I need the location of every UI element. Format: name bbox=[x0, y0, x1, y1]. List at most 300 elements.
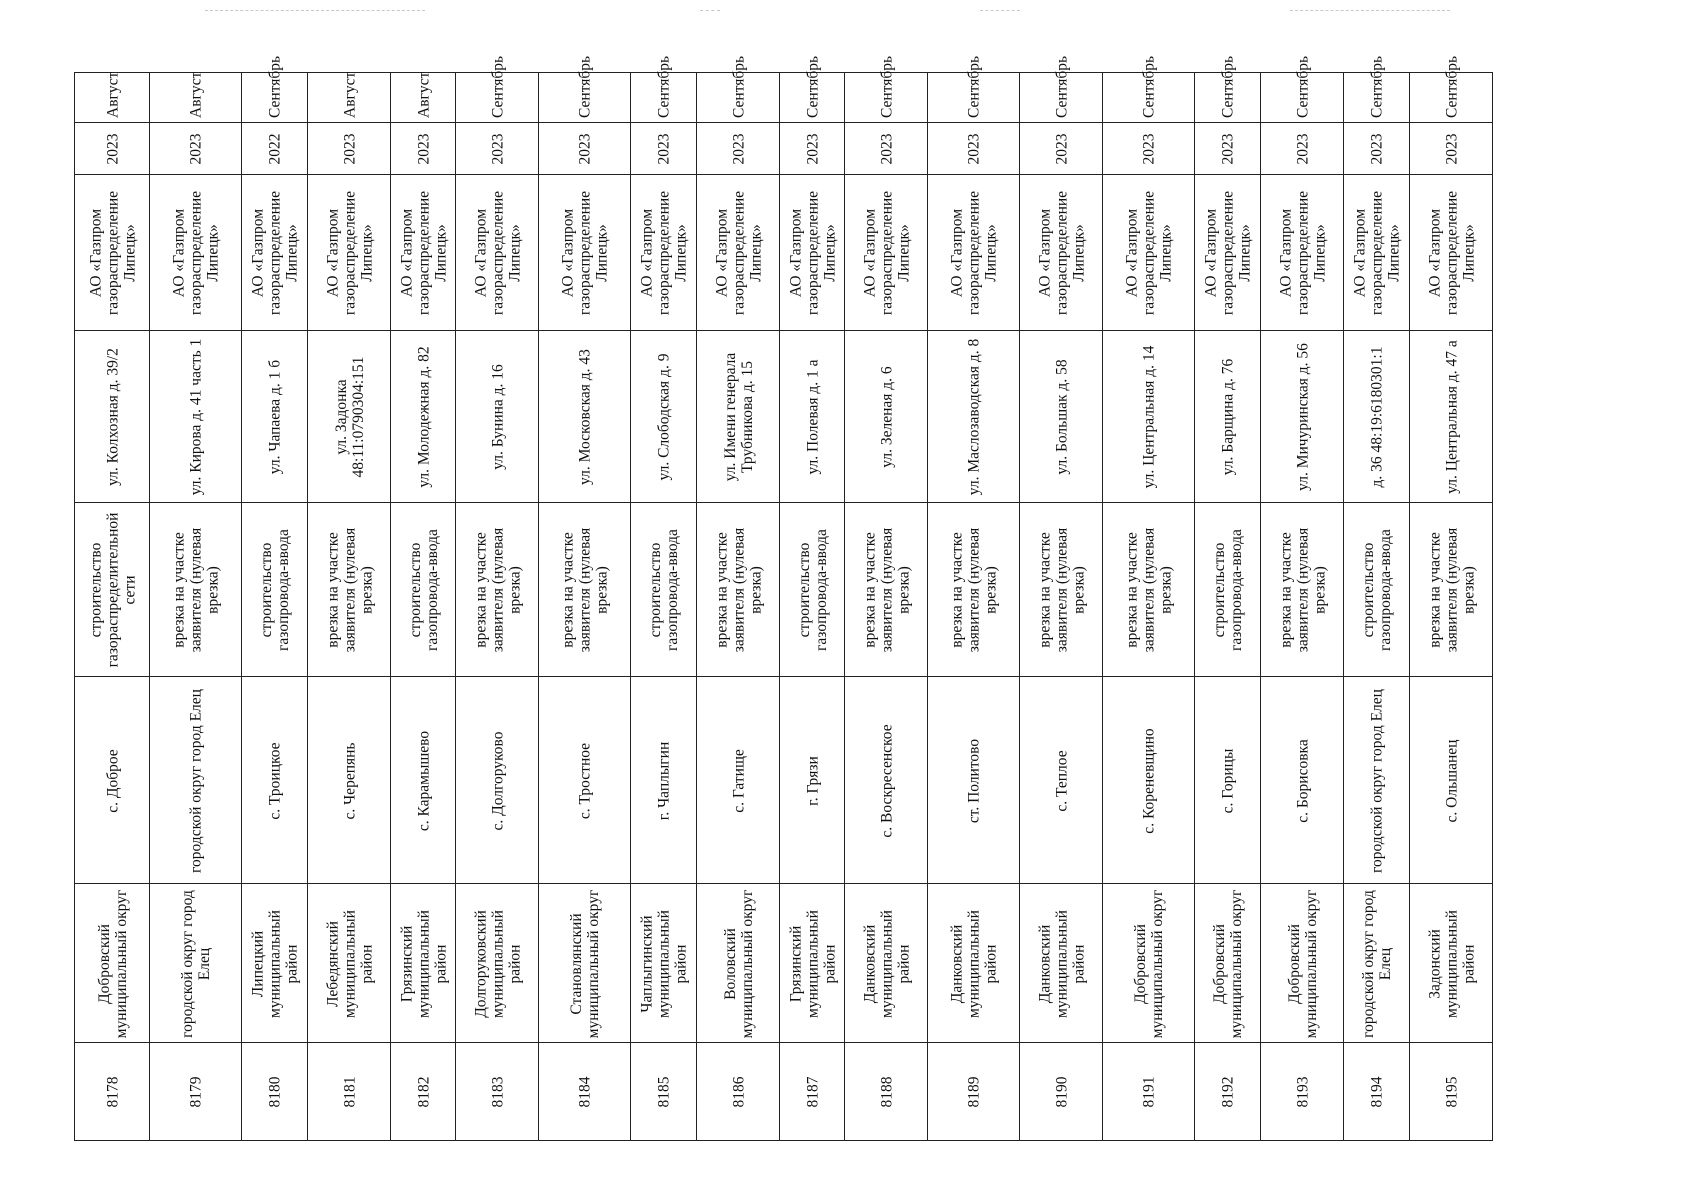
row-number-box bbox=[1020, 1043, 1102, 1141]
month-cell: Сентябрь bbox=[576, 55, 594, 118]
district-cell-box bbox=[631, 884, 696, 1043]
month-cell-box bbox=[308, 73, 390, 123]
address-cell: ул. Слободская д. 9 bbox=[655, 353, 673, 481]
scan-artifact bbox=[700, 10, 720, 11]
organization-cell: АО «Газпром газораспределение Липецк» bbox=[472, 190, 523, 316]
year-cell-box bbox=[1344, 123, 1409, 175]
year-cell-box bbox=[697, 123, 779, 175]
district-cell: Липецкий муниципальный район bbox=[249, 909, 301, 1018]
address-cell-box bbox=[150, 331, 241, 503]
row-number: 8191 bbox=[1140, 1076, 1158, 1108]
district-cell: городской округ город Елец bbox=[179, 889, 213, 1038]
district-cell: Добровский муниципальный округ bbox=[95, 889, 130, 1038]
organization-cell: АО «Газпром газораспределение Липецк» bbox=[1277, 190, 1328, 316]
district-cell-box bbox=[391, 884, 455, 1043]
district-cell-box bbox=[150, 884, 241, 1043]
work-type-cell: строительство газопровода-ввода bbox=[258, 529, 292, 651]
organization-cell: АО «Газпром газораспределение Липецк» bbox=[559, 190, 611, 316]
table-row bbox=[456, 55, 539, 1141]
row-number-box bbox=[1103, 1043, 1194, 1141]
district-cell: Данковский муниципальный район bbox=[1036, 909, 1087, 1018]
district-cell: городской округ город Елец bbox=[1360, 889, 1394, 1038]
month-cell-box bbox=[1195, 55, 1260, 123]
settlement-cell: с. Ольшанец bbox=[1443, 739, 1460, 822]
district-cell-box bbox=[928, 884, 1019, 1043]
month-cell: Август bbox=[415, 71, 432, 118]
organization-cell: АО «Газпром газораспределение Липецк» bbox=[861, 190, 912, 316]
work-type-cell: строительство газопровода-ввода bbox=[795, 529, 830, 651]
address-cell: ул. Мичуринская д. 56 bbox=[1294, 343, 1311, 491]
year-cell: 2022 bbox=[266, 133, 284, 165]
work-type-cell-box bbox=[697, 503, 779, 677]
address-cell: ул. Маслозаводская д. 8 bbox=[965, 338, 983, 496]
organization-cell-box bbox=[539, 175, 630, 331]
address-cell: ул. Большак д. 58 bbox=[1053, 359, 1070, 475]
row-number-box bbox=[928, 1043, 1019, 1141]
year-cell: 2023 bbox=[576, 133, 594, 165]
district-cell-box bbox=[780, 884, 844, 1043]
district-cell-box bbox=[1195, 884, 1260, 1043]
work-type-cell: строительство газораспределительной сети bbox=[87, 512, 138, 668]
settlement-cell: ст. Политово bbox=[965, 738, 983, 823]
organization-cell-box bbox=[1195, 175, 1260, 331]
settlement-cell: городской округ город Елец bbox=[187, 688, 205, 873]
settlement-cell-box bbox=[150, 677, 241, 884]
settlement-cell: с. Кореневщино bbox=[1140, 727, 1158, 834]
district-cell-box bbox=[845, 884, 927, 1043]
work-type-cell-box bbox=[1103, 503, 1194, 677]
work-type-cell: врезка на участке заявителя (нулевая врезка) bbox=[1426, 527, 1477, 653]
year-cell: 2023 bbox=[965, 133, 983, 165]
month-cell-box bbox=[1410, 55, 1492, 123]
row-number-box bbox=[539, 1043, 630, 1141]
data-table bbox=[74, 55, 1493, 1141]
district-cell: Грязинский муниципальный район bbox=[398, 909, 449, 1018]
settlement-cell: с. Гатище bbox=[730, 748, 747, 813]
year-cell-box bbox=[242, 123, 307, 175]
organization-cell-box bbox=[308, 175, 390, 331]
month-cell: Сентябрь bbox=[655, 55, 673, 118]
month-cell: Сентябрь bbox=[730, 55, 747, 118]
district-cell: Грязинский муниципальный район bbox=[787, 909, 838, 1018]
address-cell-box bbox=[539, 331, 630, 503]
address-cell-box bbox=[780, 331, 844, 503]
month-cell-box bbox=[242, 55, 307, 123]
year-cell: 2023 bbox=[655, 133, 673, 165]
year-cell: 2023 bbox=[730, 133, 747, 165]
district-cell-box bbox=[242, 884, 307, 1043]
district-cell-box bbox=[308, 884, 390, 1043]
organization-cell: АО «Газпром газораспределение Липецк» bbox=[1426, 190, 1477, 316]
month-cell-box bbox=[1344, 55, 1409, 123]
row-number: 8193 bbox=[1294, 1076, 1311, 1108]
address-cell-box bbox=[75, 331, 149, 503]
month-cell-box bbox=[75, 73, 149, 123]
address-cell-box bbox=[697, 331, 779, 503]
table-row bbox=[697, 55, 780, 1141]
organization-cell: АО «Газпром газораспределение Липецк» bbox=[638, 190, 690, 316]
scan-artifact bbox=[205, 10, 425, 11]
district-cell-box bbox=[75, 884, 149, 1043]
settlement-cell-box bbox=[391, 677, 455, 884]
month-cell-box bbox=[1261, 55, 1343, 123]
organization-cell-box bbox=[1020, 175, 1102, 331]
work-type-cell-box bbox=[539, 503, 630, 677]
work-type-cell: врезка на участке заявителя (нулевая врезка) bbox=[1036, 527, 1087, 653]
address-cell-box bbox=[928, 331, 1019, 503]
organization-cell: АО «Газпром газораспределение Липецк» bbox=[249, 190, 301, 316]
address-cell: ул. Центральная д. 14 bbox=[1140, 345, 1158, 489]
work-type-cell: врезка на участке заявителя (нулевая врезка) bbox=[559, 527, 611, 653]
table-row bbox=[1410, 55, 1493, 1141]
work-type-cell: врезка на участке заявителя (нулевая врезка) bbox=[170, 527, 222, 653]
district-cell-box bbox=[1261, 884, 1343, 1043]
settlement-cell-box bbox=[539, 677, 630, 884]
work-type-cell-box bbox=[456, 503, 538, 677]
settlement-cell-box bbox=[1261, 677, 1343, 884]
organization-cell-box bbox=[150, 175, 241, 331]
organization-cell: АО «Газпром газораспределение Липецк» bbox=[713, 190, 764, 316]
row-number: 8179 bbox=[187, 1076, 205, 1108]
settlement-cell: г. Грязи bbox=[804, 755, 821, 806]
district-cell: Данковский муниципальный район bbox=[861, 909, 912, 1018]
month-cell-box bbox=[539, 55, 630, 123]
table-row bbox=[242, 55, 308, 1141]
organization-cell: АО «Газпром газораспределение Липецк» bbox=[948, 190, 1000, 316]
district-cell-box bbox=[697, 884, 779, 1043]
work-type-cell: строительство газопровода-ввода bbox=[647, 529, 681, 651]
organization-cell-box bbox=[391, 175, 455, 331]
organization-cell-box bbox=[780, 175, 844, 331]
settlement-cell: с. Теплое bbox=[1053, 749, 1070, 812]
organization-cell: АО «Газпром газораспределение Липецк» bbox=[170, 190, 222, 316]
year-cell-box bbox=[1261, 123, 1343, 175]
work-type-cell-box bbox=[928, 503, 1019, 677]
district-cell-box bbox=[1344, 884, 1409, 1043]
settlement-cell-box bbox=[1195, 677, 1260, 884]
address-cell-box bbox=[456, 331, 538, 503]
month-cell-box bbox=[1103, 55, 1194, 123]
district-cell-box bbox=[1020, 884, 1102, 1043]
address-cell: ул. Задонка 48:11:0790304:151 bbox=[332, 356, 367, 478]
address-cell-box bbox=[631, 331, 696, 503]
month-cell-box bbox=[1020, 55, 1102, 123]
organization-cell-box bbox=[928, 175, 1019, 331]
year-cell: 2023 bbox=[1294, 133, 1311, 165]
organization-cell-box bbox=[456, 175, 538, 331]
district-cell: Данковский муниципальный район bbox=[948, 909, 1000, 1018]
work-type-cell-box bbox=[75, 503, 149, 677]
year-cell: 2023 bbox=[1053, 133, 1070, 165]
address-cell-box bbox=[1195, 331, 1260, 503]
district-cell: Задонский муниципальный район bbox=[1426, 909, 1477, 1018]
year-cell: 2023 bbox=[415, 133, 432, 165]
month-cell-box bbox=[697, 55, 779, 123]
address-cell: ул. Зеленая д. 6 bbox=[878, 366, 895, 468]
work-type-cell: строительство газопровода-ввода bbox=[406, 529, 441, 651]
settlement-cell-box bbox=[780, 677, 844, 884]
settlement-cell-box bbox=[75, 677, 149, 884]
row-number: 8183 bbox=[489, 1076, 506, 1108]
district-cell: Становлянский муниципальный округ bbox=[568, 889, 602, 1038]
address-cell: ул. Барщина д. 76 bbox=[1219, 358, 1237, 476]
district-cell-box bbox=[1103, 884, 1194, 1043]
organization-cell: АО «Газпром газораспределение Липецк» bbox=[398, 190, 449, 316]
month-cell: Сентябрь bbox=[878, 55, 895, 118]
row-number-box bbox=[1410, 1043, 1492, 1141]
month-cell-box bbox=[391, 73, 455, 123]
row-number: 8189 bbox=[965, 1076, 983, 1108]
address-cell-box bbox=[1261, 331, 1343, 503]
work-type-cell: врезка на участке заявителя (нулевая врезка) bbox=[472, 527, 523, 653]
organization-cell: АО «Газпром газораспределение Липецк» bbox=[1202, 190, 1254, 316]
address-cell-box bbox=[1103, 331, 1194, 503]
address-cell: ул. Центральная д. 47 а bbox=[1443, 340, 1460, 494]
table-row bbox=[391, 73, 456, 1141]
month-cell-box bbox=[456, 55, 538, 123]
settlement-cell: с. Долгоруково bbox=[489, 731, 506, 830]
organization-cell: АО «Газпром газораспределение Липецк» bbox=[324, 190, 375, 316]
month-cell: Сентябрь bbox=[489, 55, 506, 118]
year-cell-box bbox=[845, 123, 927, 175]
work-type-cell-box bbox=[391, 503, 455, 677]
work-type-cell-box bbox=[1261, 503, 1343, 677]
district-cell-box bbox=[1410, 884, 1492, 1043]
address-cell-box bbox=[845, 331, 927, 503]
district-cell: Лебедянский муниципальный район bbox=[324, 909, 375, 1018]
table-row bbox=[1195, 55, 1261, 1141]
table-row bbox=[928, 55, 1020, 1141]
work-type-cell: строительство газопровода-ввода bbox=[1360, 529, 1394, 651]
district-cell: Воловский муниципальный округ bbox=[721, 889, 756, 1038]
month-cell: Сентябрь bbox=[1443, 55, 1460, 118]
address-cell: ул. Молодежная д. 82 bbox=[415, 346, 432, 488]
district-cell-box bbox=[456, 884, 538, 1043]
month-cell: Сентябрь bbox=[1368, 55, 1386, 118]
year-cell: 2023 bbox=[1140, 133, 1158, 165]
settlement-cell: с. Доброе bbox=[104, 748, 121, 813]
settlement-cell-box bbox=[308, 677, 390, 884]
table-row bbox=[1344, 55, 1410, 1141]
settlement-cell-box bbox=[631, 677, 696, 884]
year-cell-box bbox=[1020, 123, 1102, 175]
year-cell-box bbox=[1195, 123, 1260, 175]
row-number: 8181 bbox=[341, 1076, 358, 1108]
address-cell: ул. Московская д. 43 bbox=[576, 349, 594, 485]
table-row bbox=[308, 73, 391, 1141]
year-cell: 2023 bbox=[1368, 133, 1386, 165]
settlement-cell: с. Троицкое bbox=[266, 741, 284, 820]
month-cell: Сентябрь bbox=[804, 55, 821, 118]
work-type-cell-box bbox=[1195, 503, 1260, 677]
address-cell-box bbox=[1410, 331, 1492, 503]
organization-cell-box bbox=[1103, 175, 1194, 331]
row-number-box bbox=[75, 1043, 149, 1141]
settlement-cell-box bbox=[697, 677, 779, 884]
row-number: 8185 bbox=[655, 1076, 673, 1108]
address-cell: ул. Чапаева д. 1 б bbox=[266, 359, 284, 475]
year-cell-box bbox=[1410, 123, 1492, 175]
month-cell: Сентябрь bbox=[1219, 55, 1237, 118]
year-cell: 2023 bbox=[104, 133, 121, 165]
organization-cell-box bbox=[75, 175, 149, 331]
month-cell-box bbox=[150, 73, 241, 123]
organization-cell-box bbox=[1261, 175, 1343, 331]
month-cell-box bbox=[845, 55, 927, 123]
month-cell: Август bbox=[187, 71, 205, 118]
row-number: 8184 bbox=[576, 1076, 594, 1108]
address-cell-box bbox=[242, 331, 307, 503]
organization-cell: АО «Газпром газораспределение Липецк» bbox=[1351, 190, 1403, 316]
year-cell-box bbox=[780, 123, 844, 175]
year-cell-box bbox=[75, 123, 149, 175]
settlement-cell-box bbox=[928, 677, 1019, 884]
district-cell: Долгоруковский муниципальный район bbox=[472, 909, 523, 1018]
row-number: 8194 bbox=[1368, 1076, 1386, 1108]
table-row bbox=[631, 55, 697, 1141]
table-row bbox=[539, 55, 631, 1141]
year-cell-box bbox=[456, 123, 538, 175]
organization-cell-box bbox=[1410, 175, 1492, 331]
settlement-cell: с. Борисовка bbox=[1294, 738, 1311, 823]
district-cell: Добровский муниципальный округ bbox=[1285, 889, 1320, 1038]
district-cell: Чаплыгинский муниципальный район bbox=[638, 909, 690, 1018]
row-number: 8186 bbox=[730, 1076, 747, 1108]
settlement-cell: городской округ город Елец bbox=[1368, 688, 1386, 873]
settlement-cell: с. Черепянь bbox=[341, 742, 358, 820]
work-type-cell: врезка на участке заявителя (нулевая врезка) bbox=[948, 527, 1000, 653]
address-cell: ул. Имени генерала Трубникова д. 15 bbox=[721, 352, 756, 482]
work-type-cell: врезка на участке заявителя (нулевая врезка) bbox=[324, 527, 375, 653]
row-number: 8192 bbox=[1219, 1076, 1237, 1108]
row-number-box bbox=[631, 1043, 696, 1141]
scan-artifact bbox=[980, 10, 1020, 11]
district-cell: Добровский муниципальный округ bbox=[1132, 889, 1166, 1038]
organization-cell: АО «Газпром газораспределение Липецк» bbox=[787, 190, 838, 316]
row-number: 8180 bbox=[266, 1076, 284, 1108]
organization-cell: АО «Газпром газораспределение Липецк» bbox=[1036, 190, 1087, 316]
year-cell-box bbox=[631, 123, 696, 175]
address-cell-box bbox=[1344, 331, 1409, 503]
table-row bbox=[150, 73, 242, 1141]
year-cell: 2023 bbox=[1219, 133, 1237, 165]
work-type-cell-box bbox=[242, 503, 307, 677]
organization-cell-box bbox=[631, 175, 696, 331]
year-cell-box bbox=[150, 123, 241, 175]
address-cell-box bbox=[1020, 331, 1102, 503]
month-cell-box bbox=[631, 55, 696, 123]
work-type-cell-box bbox=[631, 503, 696, 677]
work-type-cell: строительство газопровода-ввода bbox=[1211, 529, 1245, 651]
address-cell: ул. Колхозная д. 39/2 bbox=[104, 348, 121, 486]
organization-cell-box bbox=[242, 175, 307, 331]
row-number-box bbox=[1195, 1043, 1260, 1141]
address-cell: ул. Кирова д. 41 часть 1 bbox=[187, 338, 205, 496]
row-number-box bbox=[391, 1043, 455, 1141]
row-number: 8195 bbox=[1443, 1076, 1460, 1108]
year-cell: 2023 bbox=[878, 133, 895, 165]
month-cell: Август bbox=[104, 71, 121, 118]
year-cell-box bbox=[308, 123, 390, 175]
month-cell: Сентябрь bbox=[965, 55, 983, 118]
organization-cell-box bbox=[845, 175, 927, 331]
settlement-cell: с. Горицы bbox=[1219, 748, 1237, 813]
month-cell: Сентябрь bbox=[1140, 55, 1158, 118]
month-cell-box bbox=[928, 55, 1019, 123]
work-type-cell-box bbox=[1020, 503, 1102, 677]
year-cell: 2023 bbox=[804, 133, 821, 165]
year-cell-box bbox=[1103, 123, 1194, 175]
district-cell: Добровский муниципальный округ bbox=[1211, 889, 1245, 1038]
year-cell: 2023 bbox=[341, 133, 358, 165]
settlement-cell: с. Воскресенское bbox=[878, 723, 895, 838]
month-cell: Август bbox=[341, 71, 358, 118]
table-row bbox=[75, 73, 150, 1141]
address-cell: д. 36 48:19:6180301:1 bbox=[1368, 346, 1386, 488]
month-cell-box bbox=[780, 55, 844, 123]
work-type-cell-box bbox=[1410, 503, 1492, 677]
year-cell: 2023 bbox=[1443, 133, 1460, 165]
address-cell-box bbox=[391, 331, 455, 503]
address-cell: ул. Полевая д. 1 а bbox=[804, 359, 821, 475]
year-cell: 2023 bbox=[187, 133, 205, 165]
row-number-box bbox=[1261, 1043, 1343, 1141]
settlement-cell-box bbox=[242, 677, 307, 884]
organization-cell-box bbox=[1344, 175, 1409, 331]
row-number-box bbox=[697, 1043, 779, 1141]
settlement-cell-box bbox=[1344, 677, 1409, 884]
row-number-box bbox=[456, 1043, 538, 1141]
settlement-cell: г. Чаплыгин bbox=[655, 741, 673, 820]
work-type-cell-box bbox=[780, 503, 844, 677]
table-row bbox=[1020, 55, 1103, 1141]
row-number-box bbox=[308, 1043, 390, 1141]
table-row bbox=[780, 55, 845, 1141]
row-number: 8188 bbox=[878, 1076, 895, 1108]
work-type-cell-box bbox=[845, 503, 927, 677]
row-number-box bbox=[845, 1043, 927, 1141]
district-cell-box bbox=[539, 884, 630, 1043]
row-number-box bbox=[150, 1043, 241, 1141]
settlement-cell-box bbox=[845, 677, 927, 884]
table-row bbox=[1103, 55, 1195, 1141]
year-cell-box bbox=[391, 123, 455, 175]
work-type-cell-box bbox=[308, 503, 390, 677]
row-number-box bbox=[242, 1043, 307, 1141]
table-row bbox=[845, 55, 928, 1141]
organization-cell-box bbox=[697, 175, 779, 331]
work-type-cell: врезка на участке заявителя (нулевая врезка) bbox=[713, 527, 764, 653]
year-cell: 2023 bbox=[489, 133, 506, 165]
row-number: 8182 bbox=[415, 1076, 432, 1108]
settlement-cell: с. Тростное bbox=[576, 742, 594, 819]
row-number: 8178 bbox=[104, 1076, 121, 1108]
settlement-cell-box bbox=[1103, 677, 1194, 884]
month-cell: Сентябрь bbox=[1053, 55, 1070, 118]
month-cell: Сентябрь bbox=[1294, 55, 1311, 118]
work-type-cell-box bbox=[150, 503, 241, 677]
work-type-cell: врезка на участке заявителя (нулевая врезка) bbox=[1123, 527, 1175, 653]
row-number-box bbox=[780, 1043, 844, 1141]
year-cell-box bbox=[928, 123, 1019, 175]
row-number: 8190 bbox=[1053, 1076, 1070, 1108]
scan-artifact bbox=[1290, 10, 1450, 11]
row-number-box bbox=[1344, 1043, 1409, 1141]
settlement-cell: с. Карамышево bbox=[415, 730, 432, 831]
organization-cell: АО «Газпром газораспределение Липецк» bbox=[1123, 190, 1175, 316]
settlement-cell-box bbox=[456, 677, 538, 884]
row-number: 8187 bbox=[804, 1076, 821, 1108]
